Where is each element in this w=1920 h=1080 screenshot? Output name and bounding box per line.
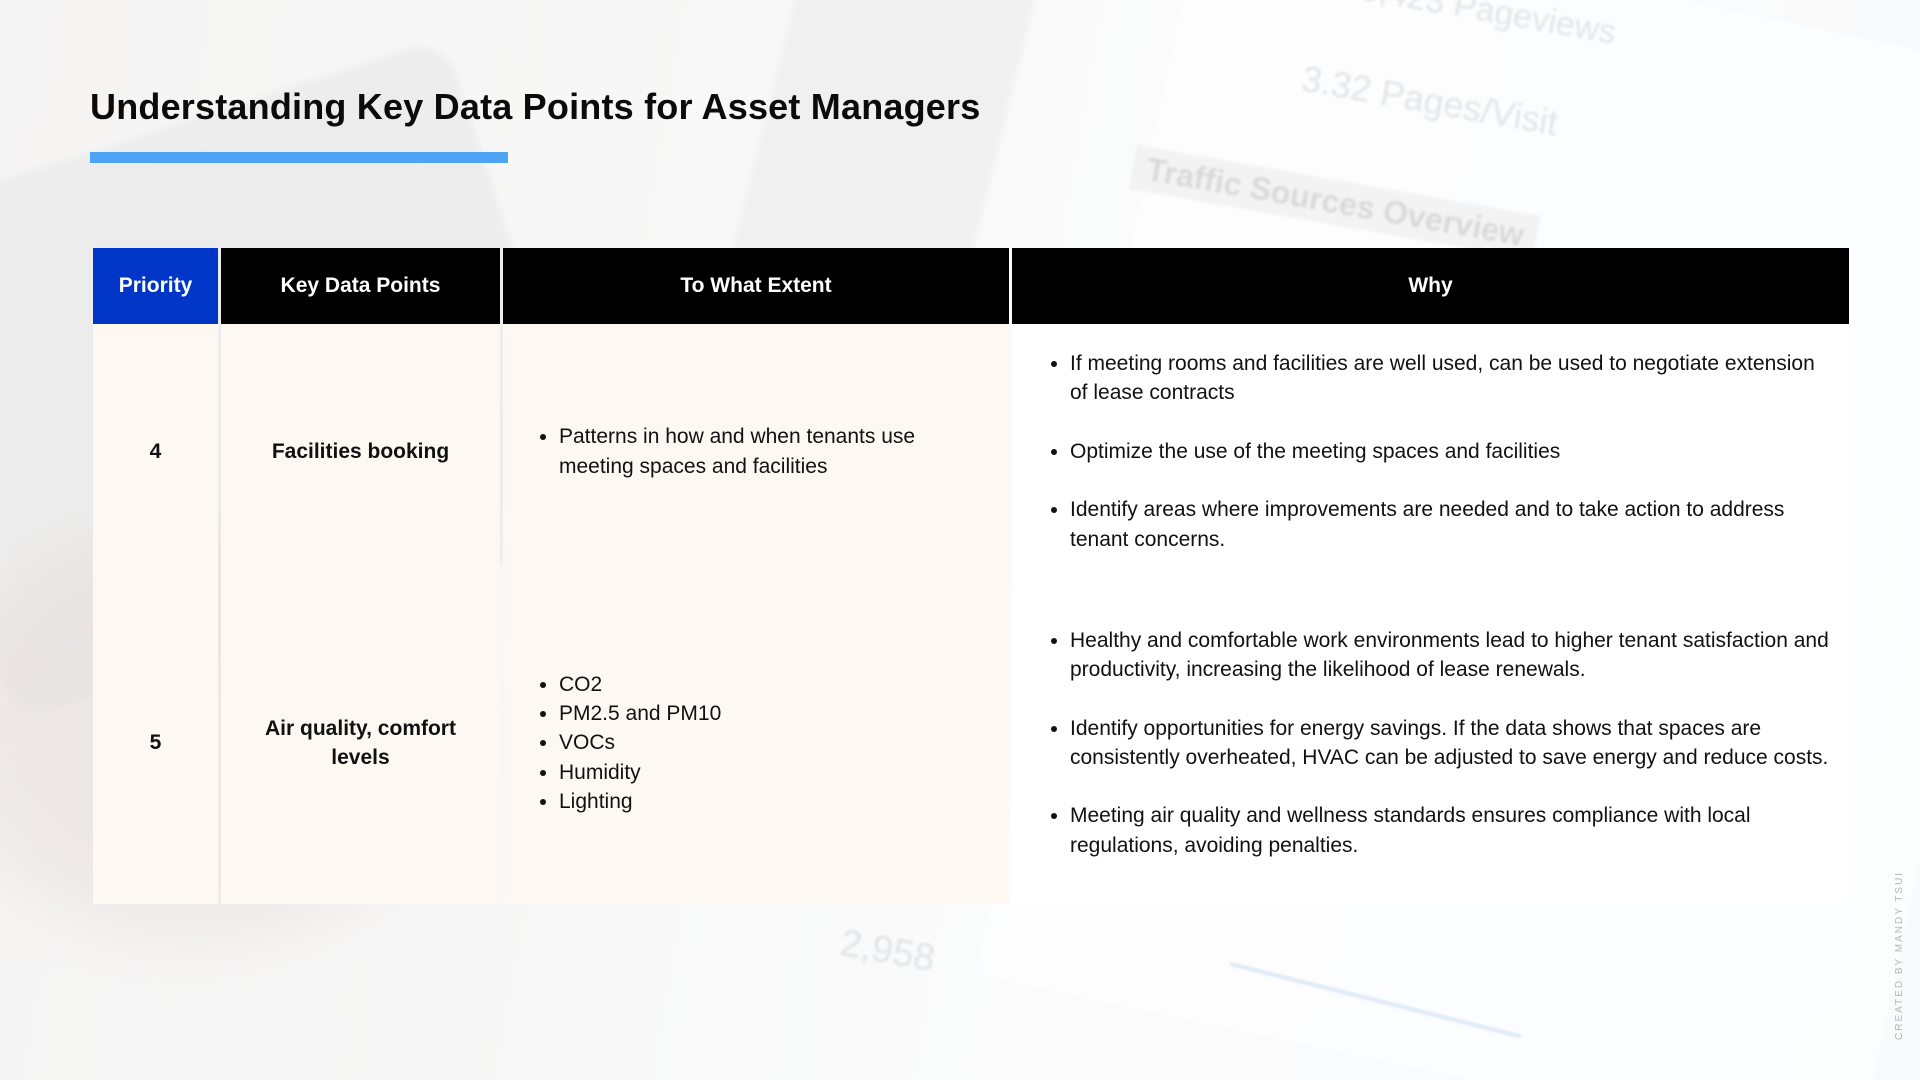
key-data-value: Air quality, comfort levels	[265, 716, 456, 769]
list-item: • VOCs	[559, 728, 969, 757]
data-points-table	[90, 248, 1852, 904]
header-priority: Priority	[93, 248, 218, 324]
list-item: • Identify areas where improvements are needed and to take action to address tenant concerns.	[1070, 495, 1829, 554]
list-item: • Patterns in how and when tenants use meeting spaces and facilities	[559, 422, 969, 481]
credit-text: CREATED BY MANDY TSUI	[1894, 870, 1905, 1040]
title-underline	[90, 152, 508, 163]
extent-list	[503, 422, 1009, 481]
cell-extent	[503, 324, 1009, 579]
list-item: • Healthy and comfortable work environments lead to higher tenant satisfaction and productivity, increasing the likelihood of lease renewals.	[1070, 626, 1829, 685]
list-item: • Identify opportunities for energy savings. If the data shows that spaces are consistently overheated, HVAC can be adjusted to save energy and reduce costs.	[1070, 714, 1829, 773]
header-to-what-extent: To What Extent	[503, 248, 1009, 324]
list-item: • If meeting rooms and facilities are well used, can be used to negotiate extension of lease contracts	[1070, 349, 1829, 408]
priority-value: 5	[149, 731, 162, 755]
table-header-row	[93, 248, 1849, 324]
cell-key-data	[221, 579, 500, 904]
cell-priority	[93, 579, 218, 904]
list-item: • PM2.5 and PM10	[559, 699, 969, 728]
list-item: • Humidity	[559, 758, 969, 787]
cell-why	[1012, 324, 1849, 579]
priority-value: 4	[149, 439, 162, 463]
header-why: Why	[1012, 248, 1849, 324]
list-item: • CO2	[559, 670, 969, 699]
cell-why	[1012, 579, 1849, 904]
list-item: • Optimize the use of the meeting spaces and facilities	[1070, 437, 1829, 466]
extent-list	[503, 670, 1009, 817]
page-title: Understanding Key Data Points for Asset Managers	[90, 86, 981, 127]
why-list	[1012, 626, 1849, 860]
why-list	[1012, 349, 1849, 554]
list-item: • Meeting air quality and wellness standards ensures compliance with local regulations, avoiding penalties.	[1070, 801, 1829, 860]
cell-priority	[93, 324, 218, 579]
table-row	[93, 579, 1849, 904]
cell-key-data	[221, 324, 500, 579]
list-item: • Lighting	[559, 787, 969, 816]
key-data-value: Facilities booking	[271, 439, 450, 463]
cell-extent	[503, 579, 1009, 904]
header-key-data-points: Key Data Points	[221, 248, 500, 324]
table-row	[93, 324, 1849, 579]
